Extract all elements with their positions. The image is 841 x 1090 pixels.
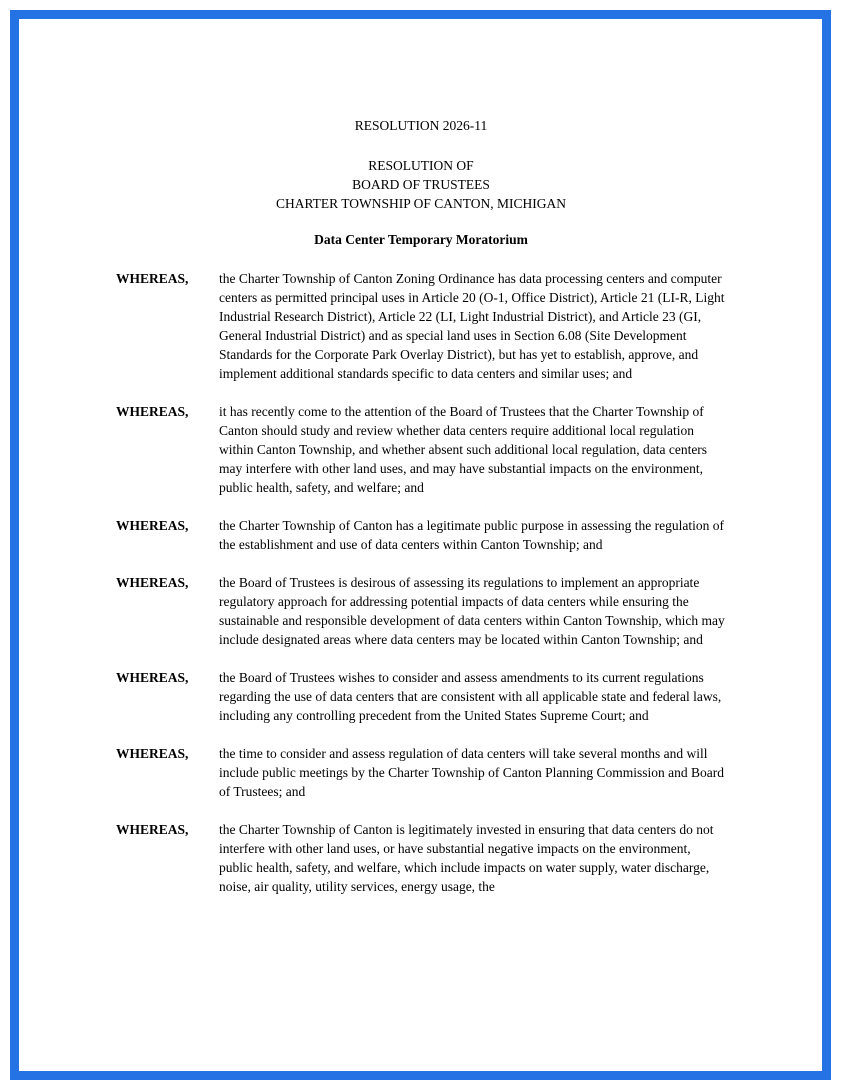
whereas-label: WHEREAS, [116,404,189,419]
whereas-label: WHEREAS, [116,518,189,533]
whereas-clause-5 [116,668,726,725]
page-border-frame [10,10,831,1080]
resolution-subtitle [116,156,726,213]
document-content [38,38,803,1052]
whereas-label: WHEREAS, [116,670,189,685]
whereas-clauses [116,269,726,896]
whereas-clause-4 [116,573,726,649]
whereas-text: the Charter Township of Canton is legitimately invested in ensuring that data centers do not interfere with other land uses, or have substantial negative impacts on the environment, public health, safety, and welfare, which include impacts on water supply, water discharge, noise, air quality, utility services, energy usage, the [219,822,714,894]
whereas-clause-1 [116,269,726,383]
whereas-text: the Charter Township of Canton Zoning Ordinance has data processing centers and computer centers as permitted principal uses in Article 20 (O-1, Office District), Article 21 (LI-R, Light Industrial Research District), Article 22 (LI, Light Industrial District), and Article 23 (GI, General Industrial District) and as special land uses in Section 6.08 (Site Development Standards for the Corporate Park Overlay District), but has yet to establish, approve, and implement additional standards specific to data centers and similar uses; and [219,271,725,381]
whereas-label: WHEREAS, [116,271,189,286]
whereas-label: WHEREAS, [116,746,189,761]
document-heading: Data Center Temporary Moratorium [314,232,528,247]
subtitle-line-township: CHARTER TOWNSHIP OF CANTON, MICHIGAN [275,196,567,211]
whereas-text: the time to consider and assess regulation of data centers will take several months and will include public meetings by the Charter Township of Canton Planning Commission and Board of Trustees; and [219,746,724,799]
subtitle-line-resolution-of: RESOLUTION OF [368,158,474,173]
whereas-text: the Board of Trustees is desirous of assessing its regulations to implement an appropriate regulatory approach for addressing potential impacts of data centers while ensuring the sustainable and responsible development of data centers within Canton Township, which may include designated areas where data centers may be located within Canton Township; and [219,575,725,647]
whereas-clause-2 [116,402,726,497]
subtitle-line-board-of-trustees: BOARD OF TRUSTEES [352,177,490,192]
whereas-text: the Charter Township of Canton has a legitimate public purpose in assessing the regulation of the establishment and use of data centers within Canton Township; and [219,518,724,552]
whereas-label: WHEREAS, [116,575,189,590]
whereas-clause-7 [116,820,726,896]
resolution-number-title: RESOLUTION 2026-11 [354,118,488,133]
whereas-label: WHEREAS, [116,822,189,837]
whereas-text: it has recently come to the attention of the Board of Trustees that the Charter Township of Canton should study and review whether data centers require additional local regulation within Canton Township, and whether absent such additional local regulation, data centers may interfere with other land uses, and may have substantial impacts on the environment, public health, safety, and welfare; and [219,404,708,495]
whereas-clause-3 [116,516,726,554]
whereas-text: the Board of Trustees wishes to consider and assess amendments to its current regulations regarding the use of data centers that are consistent with all applicable state and federal laws, including any controlling precedent from the United States Supreme Court; and [219,670,722,723]
whereas-clause-6 [116,744,726,801]
